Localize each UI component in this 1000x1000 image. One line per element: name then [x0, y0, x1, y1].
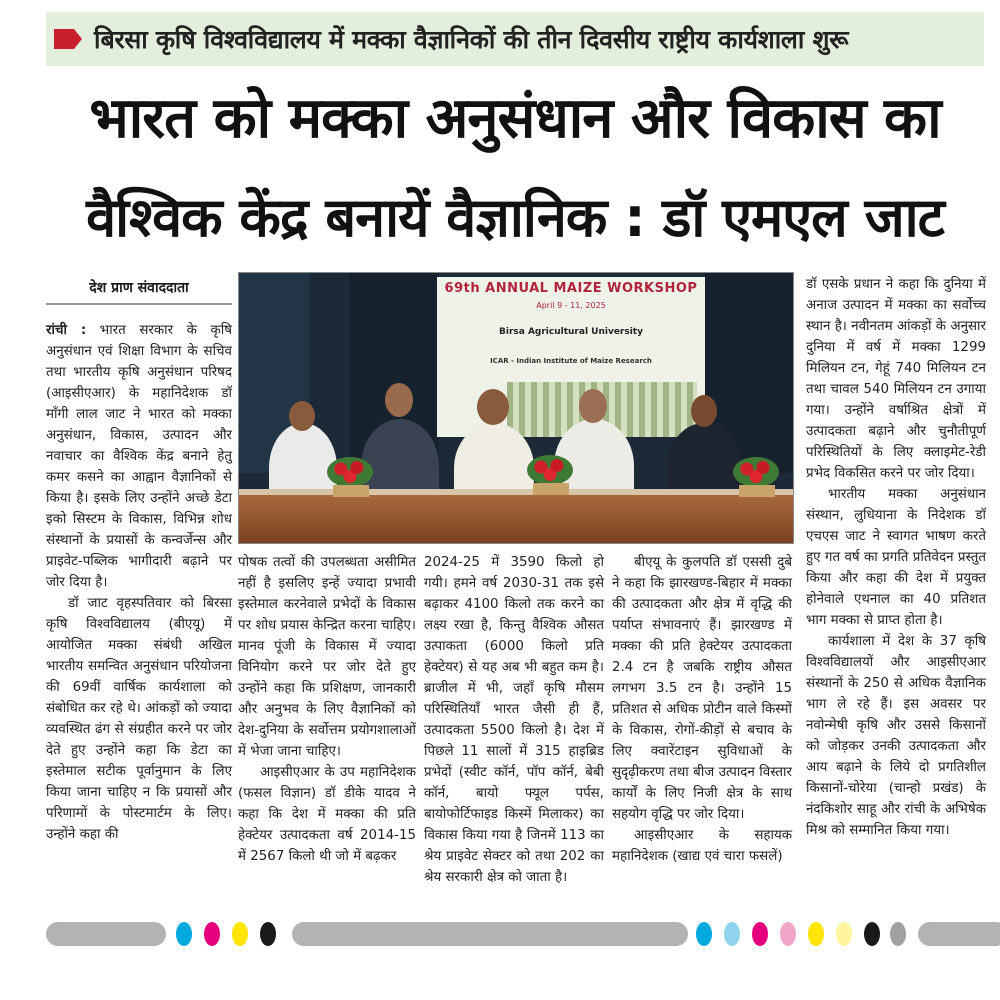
flower-basket — [333, 485, 369, 497]
flower-basket — [739, 485, 775, 497]
banner-partner: ICAR - Indian Institute of Maize Research — [490, 357, 652, 365]
headline-line-1: भारत को मक्का अनुसंधान और विकास का — [89, 86, 941, 151]
person-4-head — [579, 389, 607, 423]
paragraph: आइसीएआर के सहायक महानिदेशक (खाद्य एवं चारा फसलें) — [612, 828, 792, 864]
cyan-swatch — [176, 922, 192, 946]
yellow-swatch — [808, 922, 824, 946]
paragraph: भारतीय मक्का अनुसंधान संस्थान, लुधियाना के निदेशक डॉ एचएस जाट ने स्वागत भाषण करते हुए गत वर्ष का प्रगति प्रतिवेदन प्रस्तुत किया और कहा की देश में प्रयुक्त होनेवाले एथनाल का 40 प्रतिशत भाग मक्का से प्राप्त होता है। — [806, 487, 986, 628]
paragraph: पोषक तत्वों की उपलब्धता असीमित नहीं है इसलिए इन्हें ज्यादा प्रभावी इस्तेमाल करनेवाले प्रभेदों के विकास पर शोध प्रयास केन्द्रित करना चाहिए। मानव पूंजी के विकास में ज्यादा विनियोग करने पर जोर देते हुए उन्होंने कहा कि प्रशिक्षण, जानकारी और अनुभव के लिए वैज्ञानिकों को देश-दुनिया के सर्वोत्तम प्रयोगशालाओं में भेजा जाना चाहिए। — [238, 555, 416, 759]
person-5-head — [691, 395, 717, 427]
article-column-2 — [238, 552, 416, 867]
dateline: रांची : — [46, 323, 87, 338]
black-swatch — [864, 922, 880, 946]
print-gray-bar — [918, 922, 1000, 946]
paragraph: डॉ जाट वृहस्पतिवार को बिरसा कृषि विश्वविद्यालय (बीएयू) में आयोजित मक्का संबंधी अखिल भारतीय समन्वित अनुसंधान परियोजना की 69वीं वार्षिक कार्यशाला को संबोधित कर रहे थे। आंकड़ों को ज्यादा व्यवस्थित ढंग से संग्रहीत करने पर जोर देते हुए उन्होंने कहा कि डेटा का इस्तेमाल सटीक पूर्वानुमान के लिए किया जाना चाहिए न कि प्रयासों और परिणामों के पोस्टमार्टम के लिए। उन्होंने कहा की — [46, 596, 232, 842]
person-2-head — [385, 383, 413, 417]
flower-basket — [533, 483, 569, 495]
flower-bouquet — [327, 457, 373, 487]
light-yellow-swatch — [836, 922, 852, 946]
paragraph-text: भारत सरकार के कृषि अनुसंधान एवं शिक्षा विभाग के सचिव तथा भारतीय कृषि अनुसंधान परिषद (आइसीएआर) के महानिदेशक डॉ माँगी लाल जाट ने भारत को मक्का अनुसंधान, विकास, उत्पादन और नवाचार का वैश्विक केंद्र बनाने हेतु कमर कसने का आह्वान वैज्ञानिकों से किया है। इसके लिए उन्होंने अच्छे डेटा इको सिस्टम के विकास, विभिन्न शोध संस्थानों के प्रयासों के कन्वर्जेन्स और प्राइवेट-पब्लिक भागीदारी बढ़ाने पर जोर दिया है। — [46, 323, 232, 590]
banner-title: 69th ANNUAL MAIZE WORKSHOP — [444, 281, 698, 296]
paragraph: कार्यशाला में देश के 37 कृषि विश्वविद्यालयों और आइसीएआर संस्थानों के 250 से अधिक वैज्ञानिक भाग ले रहे हैं। इस अवसर पर नवोन्मेषी कृषि और उससे किसानों को जोड़कर उनकी उत्पादकता और आय बढ़ाने के लिये दो प्रगतिशील किसानों-चोरेया (चान्हो प्रखंड) के नंदकिशोर साहू और रांची के अभिषेक मिश्र को सम्मानित किया गया। — [806, 634, 986, 838]
yellow-swatch — [232, 922, 248, 946]
event-photo — [238, 272, 794, 544]
article-column-1 — [46, 320, 232, 845]
banner-date: April 9 - 11, 2025 — [536, 301, 606, 310]
flower-bouquet — [733, 457, 779, 487]
paragraph: बीएयू के कुलपति डॉ एससी दुबे ने कहा कि झारखण्ड-बिहार में मक्का की उत्पादकता और क्षेत्र में वृद्धि की पर्याप्त संभावनाएं हैं। झारखण्ड में मक्का की प्रति हेक्टेयर उत्पादकता 2.4 टन है जबकि राष्ट्रीय औसत लगभग 3.5 टन है। उन्होंने 15 प्रतिशत से अधिक प्रोटीन वाले किस्मों के विकास, रोगों-कीड़ों से बचाव के लिए क्वारेंटाइन सुविधाओं के सुदृढ़ीकरण तथा बीज उत्पादन विस्तार कार्यों के लिए निजी क्षेत्र के साथ सहयोग वृद्धि पर जोर दिया। — [612, 555, 792, 822]
article-column-3 — [424, 552, 604, 888]
article-column-5 — [806, 274, 986, 841]
kicker-strip — [46, 12, 984, 66]
print-gray-bar — [292, 922, 688, 946]
print-gray-bar — [46, 922, 166, 946]
magenta-swatch — [204, 922, 220, 946]
headline-line-2: वैश्विक केंद्र बनायें वैज्ञानिक : डॉ एमएल जाट — [86, 186, 944, 249]
cyan-swatch — [696, 922, 712, 946]
paragraph: डॉ एसके प्रधान ने कहा कि दुनिया में अनाज उत्पादन में मक्का का सर्वोच्च स्थान है। नवीनतम आंकड़ों के अनुसार दुनिया में वर्ष में मक्का 1299 मिलियन टन, गेहूं 740 मिलियन टन तथा चावल 540 मिलियन टन उगाया गया। उन्होंने वर्षाश्रित क्षेत्रों में उत्पादकता बढ़ाने और चुनौतीपूर्ण परिस्थितियों के लिए क्लाइमेट-रेडी प्रभेद विकसित करने पर जोर दिया। — [806, 277, 986, 481]
banner-host: Birsa Agricultural University — [499, 327, 643, 337]
light-cyan-swatch — [724, 922, 740, 946]
gray-swatch — [890, 922, 906, 946]
black-swatch — [260, 922, 276, 946]
kicker-text: बिरसा कृषि विश्वविद्यालय में मक्का वैज्ञानिकों की तीन दिवसीय राष्ट्रीय कार्यशाला शुरू — [94, 25, 849, 54]
paragraph: आइसीएआर के उप महानिदेशक (फसल विज्ञान) डॉ डीके यादव ने कहा कि देश में मक्का की प्रति हेक्टेयर उत्पादकता वर्ष 2014-15 में 2567 किलो थी जो में बढ़कर — [238, 765, 416, 864]
light-magenta-swatch — [780, 922, 796, 946]
person-1-head — [289, 401, 315, 431]
byline: देश प्राण संवाददाता — [46, 278, 232, 305]
paragraph — [46, 320, 232, 593]
magenta-swatch — [752, 922, 768, 946]
article-column-4 — [612, 552, 792, 867]
dais-table — [239, 489, 793, 543]
arrow-marker-icon — [54, 29, 82, 49]
flower-bouquet — [527, 455, 573, 485]
paragraph: 2024-25 में 3590 किलो हो गयी। हमने वर्ष 2030-31 तक इसे बढ़ाकर 4100 किलो तक करने का लक्ष्य रखा है, किन्तु वैश्विक औसत उत्पाकता (6000 किलो प्रति हेक्टेयर) से यह अब भी बहुत कम है। ब्राजील में भी, जहाँ कृषि मौसम परिस्थितियाँ भारत जैसी ही हैं, उत्पादकता 5500 किलो है। देश में पिछले 11 सालों में 315 हाइब्रिड प्रभेदों (स्वीट कॉर्न, पॉप कॉर्न, बेबी कॉर्न, बायो फ्यूल पर्पस, बायोफोर्टिफाइड किस्में मिलाकर) का विकास किया गया है जिनमें 113 का श्रेय प्राइवेट सेक्टर को तथा 202 का श्रेय सरकारी क्षेत्र को जाता है। — [424, 555, 604, 885]
person-3-head — [477, 389, 509, 425]
